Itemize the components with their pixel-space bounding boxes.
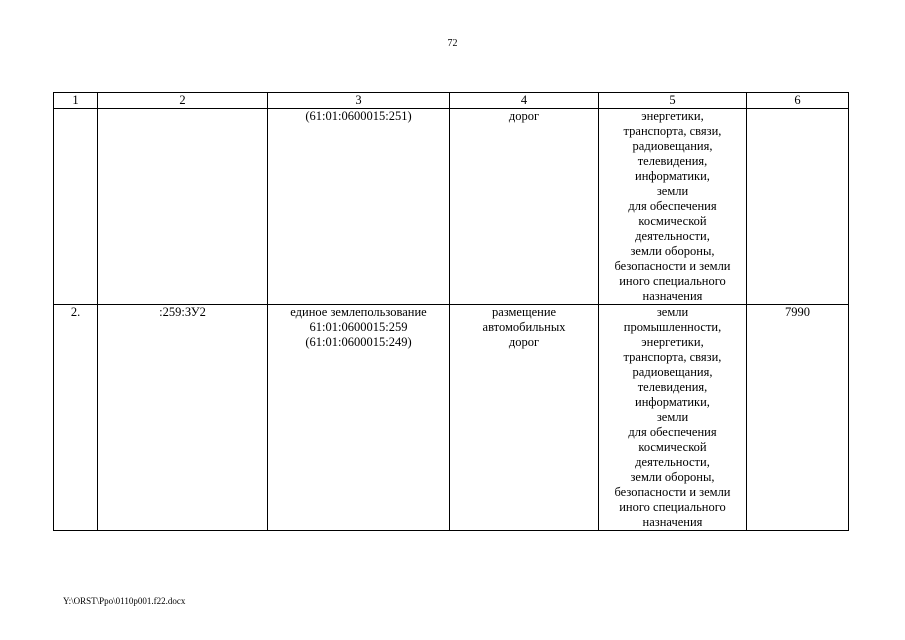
cell-line: энергетики,	[641, 335, 704, 349]
footer-file-path: Y:\ORST\Ppo\0110p001.f22.docx	[63, 596, 186, 606]
cell-line: назначения	[642, 515, 703, 529]
table-header-row	[54, 93, 849, 109]
cell-line: земли	[656, 410, 689, 424]
table-row	[54, 305, 849, 531]
header-col-1: 1	[54, 93, 98, 109]
permitted-use-cell	[450, 305, 599, 531]
cell-line: дорог	[508, 109, 540, 123]
cell-line: промышленности,	[623, 320, 722, 334]
cell-line: космической	[638, 440, 707, 454]
header-col-5: 5	[599, 93, 747, 109]
cell-line: телевидения,	[637, 380, 708, 394]
cell-line: земли обороны,	[630, 244, 715, 258]
cell-line: радиовещания,	[632, 365, 713, 379]
cell-line: транспорта, связи,	[623, 350, 722, 364]
cell-line: деятельности,	[635, 229, 710, 243]
cell-line: иного специального	[619, 500, 726, 514]
cell-line: 61:01:0600015:259	[309, 320, 408, 334]
cell-line: информатики,	[635, 169, 710, 183]
cell-line: (61:01:0600015:251)	[305, 109, 412, 123]
land-category-cell	[599, 305, 747, 531]
cell-line: телевидения,	[637, 154, 708, 168]
table-row	[54, 109, 849, 305]
row-number-cell: 2.	[54, 305, 98, 531]
permitted-use-cell	[450, 109, 599, 305]
land-plot-table	[53, 92, 849, 531]
header-col-4: 4	[450, 93, 599, 109]
cell-line: транспорта, связи,	[623, 124, 722, 138]
header-col-6: 6	[747, 93, 849, 109]
cell-line: для обеспечения	[628, 199, 717, 213]
cell-line: дорог	[508, 335, 540, 349]
cell-line: для обеспечения	[628, 425, 717, 439]
cell-line: деятельности,	[635, 455, 710, 469]
cell-line: (61:01:0600015:249)	[305, 335, 412, 349]
header-col-3: 3	[268, 93, 450, 109]
cell-line: автомобильных	[482, 320, 566, 334]
cadastral-number-cell	[268, 109, 450, 305]
cell-line: земли	[656, 184, 689, 198]
row-number-cell	[54, 109, 98, 305]
header-col-2: 2	[98, 93, 268, 109]
cell-line: космической	[638, 214, 707, 228]
page-number: 72	[447, 38, 458, 49]
cell-line: энергетики,	[641, 109, 704, 123]
area-cell: 7990	[747, 305, 849, 531]
cell-line: назначения	[642, 289, 703, 303]
cell-line: размещение	[491, 305, 557, 319]
cell-line: радиовещания,	[632, 139, 713, 153]
cell-line: единое землепользование	[290, 305, 427, 319]
plot-id-cell	[98, 109, 268, 305]
land-category-cell	[599, 109, 747, 305]
cell-line: безопасности и земли	[614, 259, 731, 273]
cell-line: безопасности и земли	[614, 485, 731, 499]
cell-line: земли	[656, 305, 689, 319]
cadastral-number-cell	[268, 305, 450, 531]
plot-id-cell: :259:ЗУ2	[98, 305, 268, 531]
cell-line: иного специального	[619, 274, 726, 288]
cell-line: информатики,	[635, 395, 710, 409]
cell-line: земли обороны,	[630, 470, 715, 484]
area-cell	[747, 109, 849, 305]
